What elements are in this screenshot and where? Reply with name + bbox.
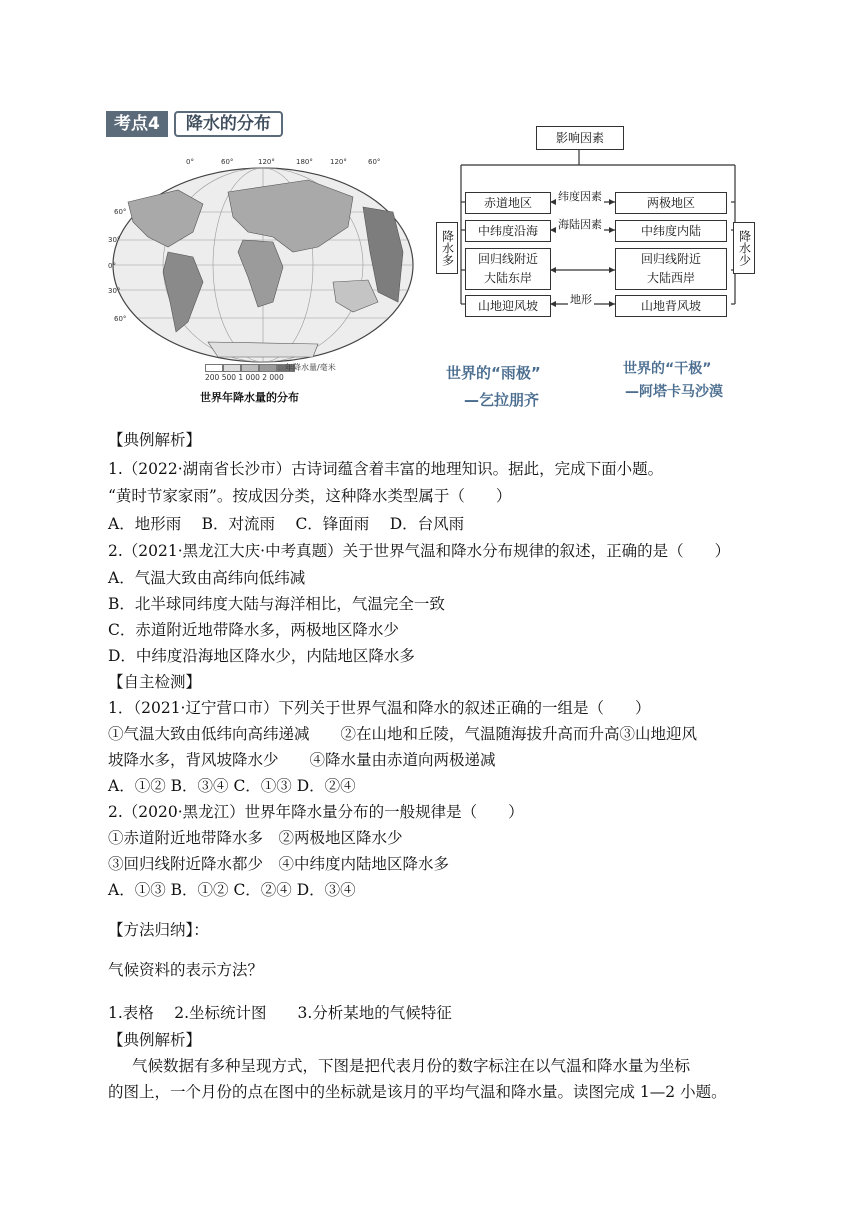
less-rain-label: 降水少 xyxy=(737,230,752,266)
right-box-inland: 中纬度内陆 xyxy=(615,220,727,242)
lat-label: 60° xyxy=(114,315,127,323)
right-box-leeward: 山地背风坡 xyxy=(615,295,727,317)
section-heading: 【典例解析】 xyxy=(108,1031,202,1049)
section-title: 降水的分布 xyxy=(174,111,283,137)
lat-label: 30° xyxy=(108,236,121,244)
lon-label: 120° xyxy=(258,158,275,166)
method-text: 气候资料的表示方法？ xyxy=(108,961,264,979)
lon-label: 60° xyxy=(221,158,234,166)
rain-pole-title: 世界的“雨极” xyxy=(446,364,541,382)
lat-label: 30° xyxy=(108,287,121,295)
section-heading: 【自主检测】 xyxy=(108,673,202,691)
right-box-poles: 两极地区 xyxy=(615,192,727,214)
dry-pole-title: 世界的“干极” xyxy=(623,361,712,377)
section-heading: 【典例解析】 xyxy=(108,431,202,449)
link-latitude: 纬度因素 xyxy=(558,190,602,203)
dry-pole-place: —阿塔卡马沙漠 xyxy=(625,384,723,400)
question-text: 坡降水多，背风坡降水少 ④降水量由赤道向两极递减 xyxy=(108,751,496,769)
lat-label: 0° xyxy=(108,262,116,270)
method-text: 1.表格 2.坐标统计图 3.分析某地的气候特征 xyxy=(108,1004,452,1022)
left-box-equator: 赤道地区 xyxy=(465,192,551,214)
lon-label: 60° xyxy=(368,158,381,166)
map-caption: 世界年降水量的分布 xyxy=(200,391,299,404)
question-text: 2.（2021·黑龙江大庆·中考真题）关于世界气温和降水分布规律的叙述，正确的是（ ） xyxy=(108,542,731,560)
link-land-sea: 海陆因素 xyxy=(558,218,602,231)
lon-label: 120° xyxy=(330,158,347,166)
question-option: B．北半球同纬度大陆与海洋相比，气温完全一致 xyxy=(108,595,445,613)
question-text: ③回归线附近降水都少 ④中纬度内陆地区降水多 xyxy=(108,855,450,873)
question-text: ①赤道附近地带降水多 ②两极地区降水少 xyxy=(108,829,403,847)
question-option: C．赤道附近地带降水多，两极地区降水少 xyxy=(108,621,399,639)
question-option: D．中纬度沿海地区降水少，内陆地区降水多 xyxy=(108,647,415,665)
question-options: A．地形雨 B．对流雨 C．锋面雨 D．台风雨 xyxy=(108,515,465,533)
map-legend xyxy=(205,363,336,382)
lat-label: 60° xyxy=(114,208,127,216)
right-box-west-coast: 回归线附近 大陆西岸 xyxy=(615,248,727,290)
factor-top-box: 影响因素 xyxy=(536,126,624,150)
section-heading: 【方法归纳】： xyxy=(108,921,209,939)
lon-label: 180° xyxy=(296,158,313,166)
left-box-east-coast: 回归线附近 大陆东岸 xyxy=(465,248,551,290)
question-options: A．①② B．③④ C．①③ D．②④ xyxy=(108,777,356,795)
more-rain-box xyxy=(436,222,458,274)
paragraph-text: 气候数据有多种呈现方式，下图是把代表月份的数字标注在以气温和降水量为坐标 xyxy=(132,1057,691,1075)
question-text: 1.（2022·湖南省长沙市）古诗词蕴含着丰富的地理知识。据此，完成下面小题。 xyxy=(108,460,664,478)
less-rain-box xyxy=(733,222,755,274)
legend-values: 200 500 1 000 2 000 xyxy=(205,373,284,382)
more-rain-label: 降水多 xyxy=(440,230,455,266)
legend-unit: 年降水量/毫米 xyxy=(285,363,336,372)
question-text: 1．（2021·辽宁营口市）下列关于世界气温和降水的叙述正确的一组是（ ） xyxy=(108,699,651,717)
left-box-windward: 山地迎风坡 xyxy=(465,295,551,317)
link-terrain: 地形 xyxy=(570,293,592,306)
question-text: ①气温大致由低纬向高纬递减 ②在山地和丘陵，气温随海拔升高而升高③山地迎风 xyxy=(108,725,698,743)
paragraph-text: 的图上，一个月份的点在图中的坐标就是该月的平均气温和降水量。读图完成 1—2 小题。 xyxy=(108,1083,727,1101)
question-text: 2.（2020·黑龙江）世界年降水量分布的一般规律是（ ） xyxy=(108,803,524,821)
section-badge xyxy=(106,111,283,137)
left-box-coastal: 中纬度沿海 xyxy=(465,220,551,242)
kaodian-label: 考点4 xyxy=(106,111,168,137)
question-text: “黄时节家家雨”。按成因分类，这种降水类型属于（ ） xyxy=(108,487,512,505)
lon-label: 0° xyxy=(186,158,194,166)
rain-pole-place: —乞拉朋齐 xyxy=(464,391,540,409)
question-options: A．①③ B．①② C．②④ D．③④ xyxy=(108,881,356,899)
question-option: A．气温大致由高纬向低纬减 xyxy=(108,569,306,587)
